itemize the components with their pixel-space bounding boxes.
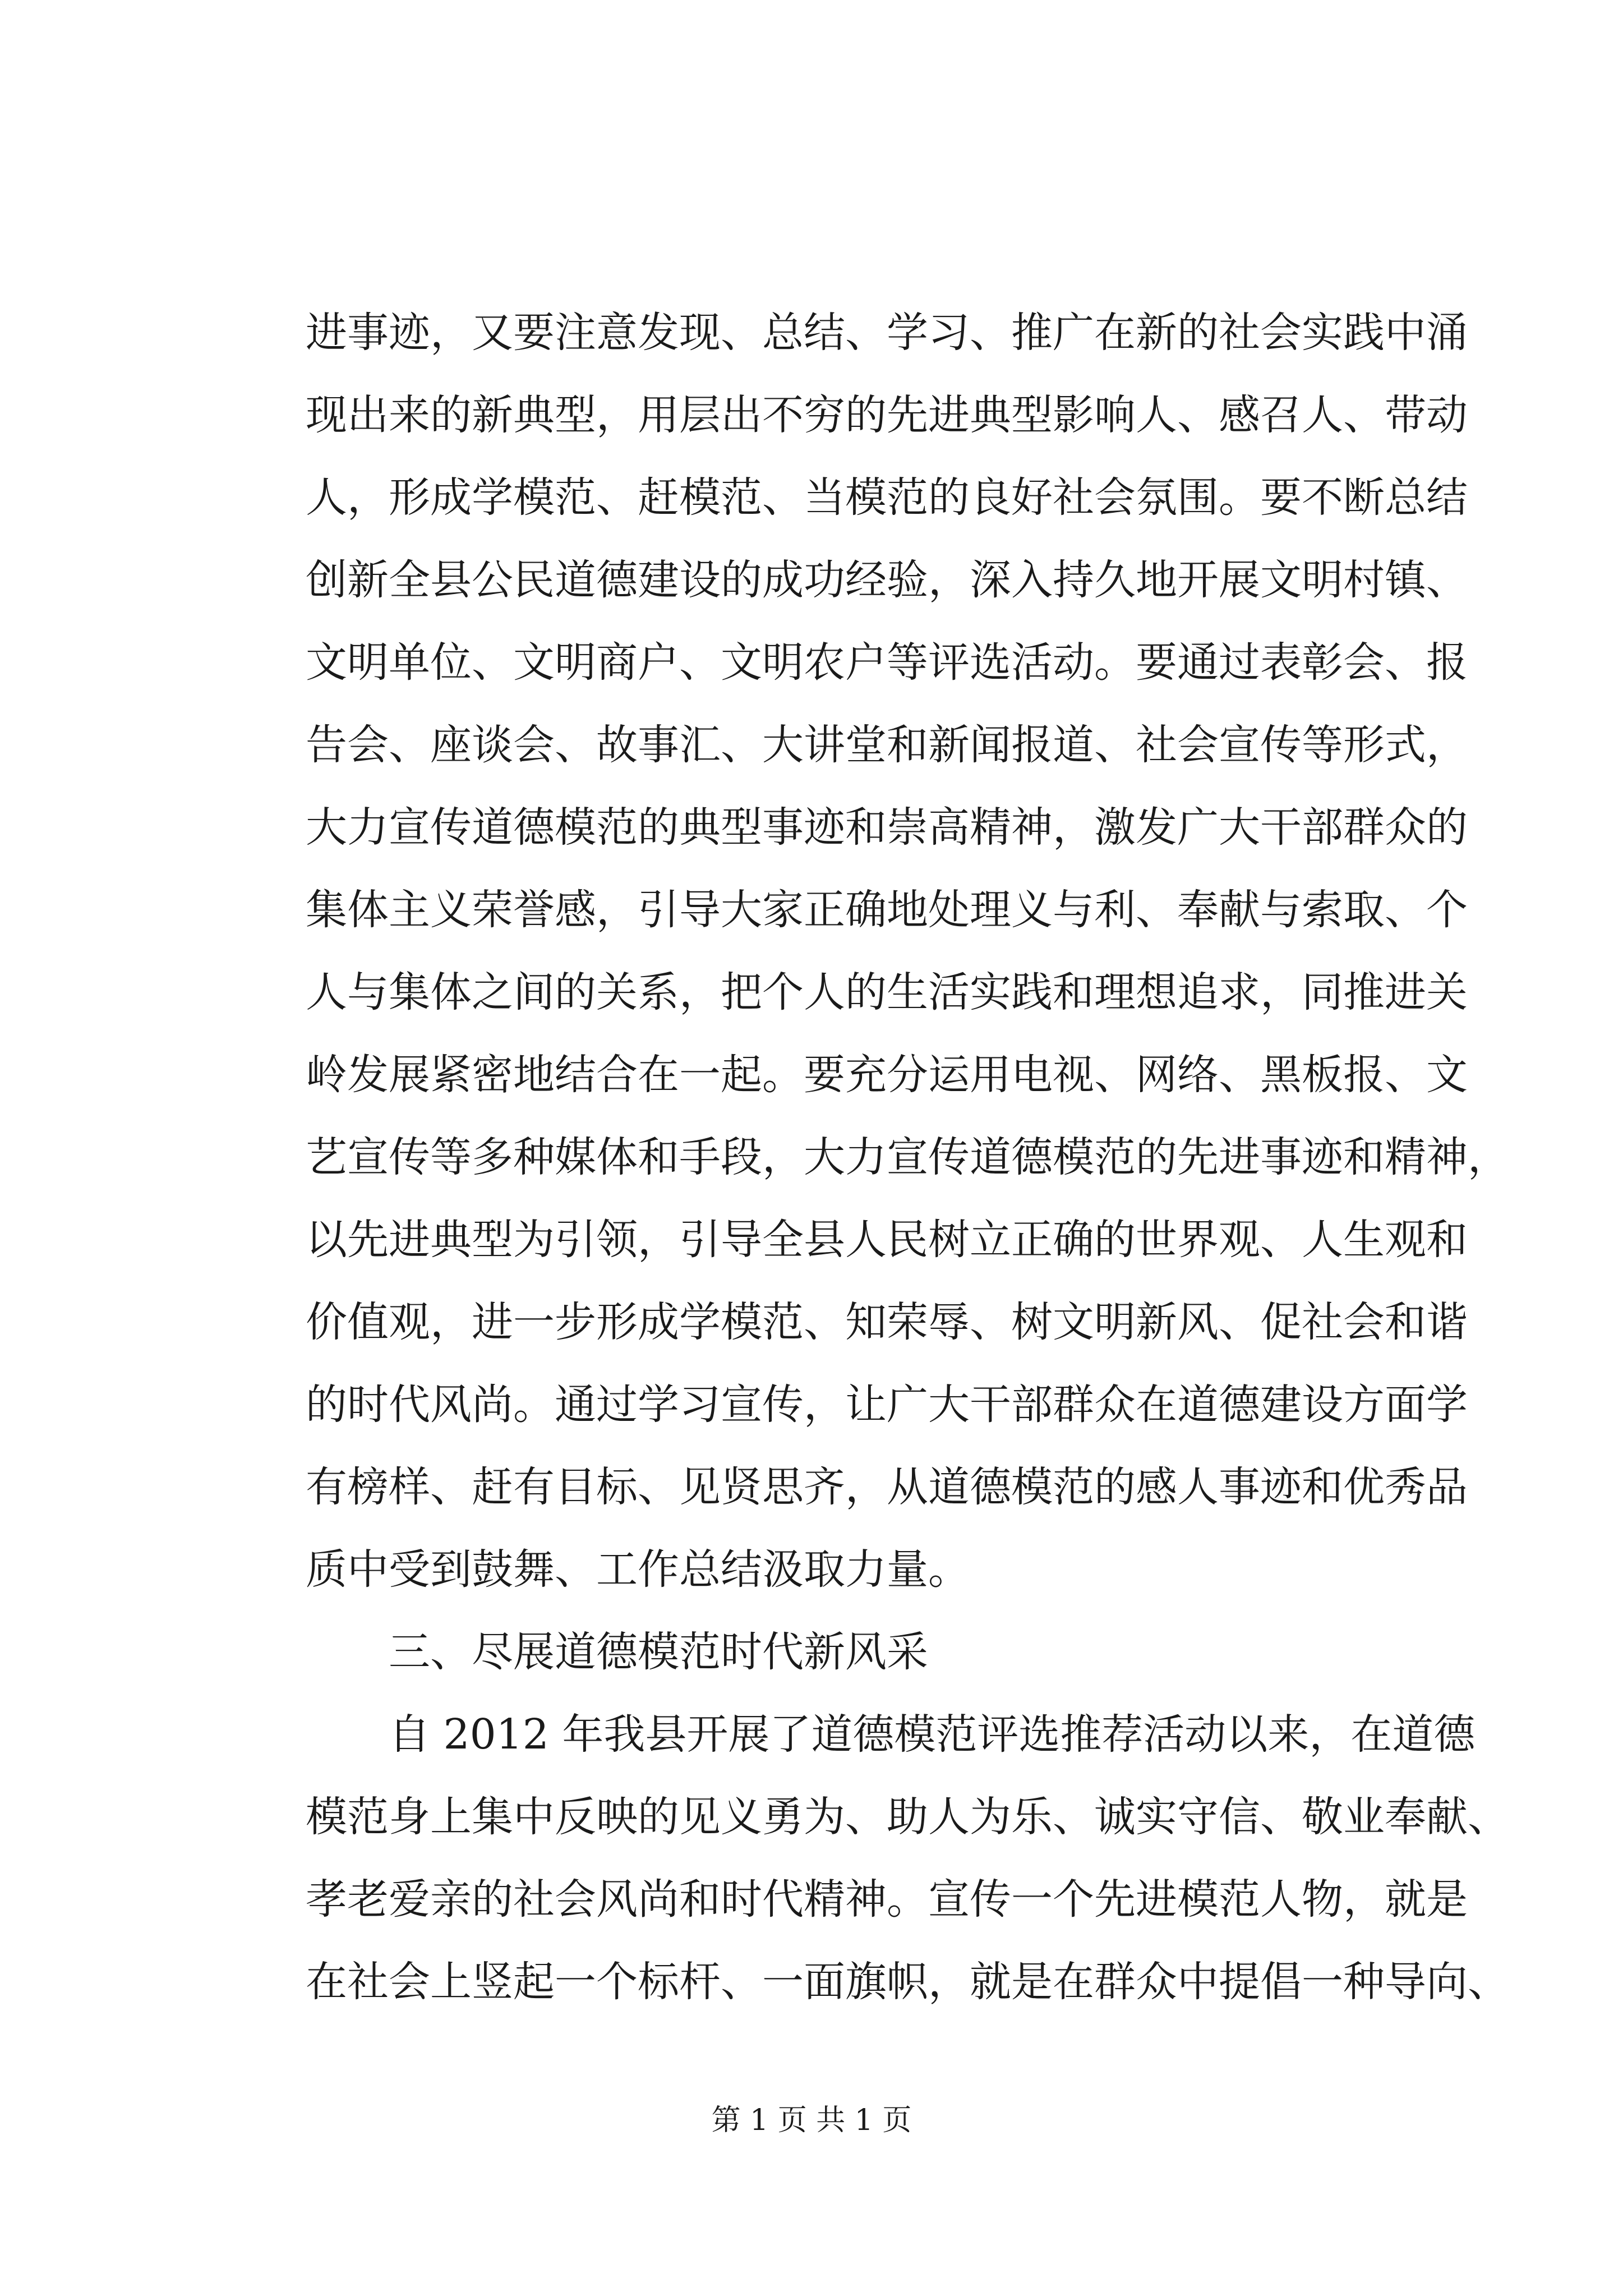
text-line: 创新全县公民道德建设的成功经验，深入持久地开展文明村镇、 — [306, 556, 1468, 604]
text-line: 艺宣传等多种媒体和手段，大力宣传道德模范的先进事迹和精神， — [306, 1133, 1509, 1181]
text-line: 集体主义荣誉感，引导大家正确地处理义与利、奉献与索取、个 — [306, 886, 1468, 934]
text-line: 进事迹，又要注意发现、总结、学习、推广在新的社会实践中涌 — [306, 309, 1468, 357]
text-line: 模范身上集中反映的见义勇为、助人为乐、诚实守信、敬业奉献、 — [306, 1793, 1509, 1841]
page-number-footer: 第 1 页 共 1 页 — [711, 2104, 912, 2137]
text-line: 文明单位、文明商户、文明农户等评选活动。要通过表彰会、报 — [306, 638, 1468, 687]
text-line: 告会、座谈会、故事汇、大讲堂和新闻报道、社会宣传等形式， — [306, 721, 1468, 769]
text-line: 现出来的新典型，用层出不穷的先进典型影响人、感召人、带动 — [306, 391, 1468, 439]
text-line: 自 2012 年我县开展了道德模范评选推荐活动以来，在道德 — [306, 1710, 1476, 1759]
text-line: 人，形成学模范、赶模范、当模范的良好社会氛围。要不断总结 — [306, 473, 1468, 522]
section-heading: 三、尽展道德模范时代新风采 — [306, 1628, 928, 1676]
text-line: 质中受到鼓舞、工作总结汲取力量。 — [306, 1545, 970, 1594]
text-line: 孝老爱亲的社会风尚和时代精神。宣传一个先进模范人物，就是 — [306, 1875, 1468, 1924]
text-line: 岭发展紧密地结合在一起。要充分运用电视、网络、黑板报、文 — [306, 1051, 1468, 1099]
text-line: 大力宣传道德模范的典型事迹和崇高精神，激发广大干部群众的 — [306, 803, 1468, 852]
text-line: 的时代风尚。通过学习宣传，让广大干部群众在道德建设方面学 — [306, 1381, 1468, 1429]
text-line: 有榜样、赶有目标、见贤思齐，从道德模范的感人事迹和优秀品 — [306, 1463, 1468, 1511]
text-line: 以先进典型为引领，引导全县人民树立正确的世界观、人生观和 — [306, 1216, 1468, 1264]
text-line: 价值观，进一步形成学模范、知荣辱、树文明新风、促社会和谐 — [306, 1298, 1468, 1346]
text-line: 在社会上竖起一个标杆、一面旗帜，就是在群众中提倡一种导向、 — [306, 1958, 1509, 2006]
text-line: 人与集体之间的关系，把个人的生活实践和理想追求，同推进关 — [306, 968, 1468, 1016]
body-text — [306, 292, 1509, 2023]
